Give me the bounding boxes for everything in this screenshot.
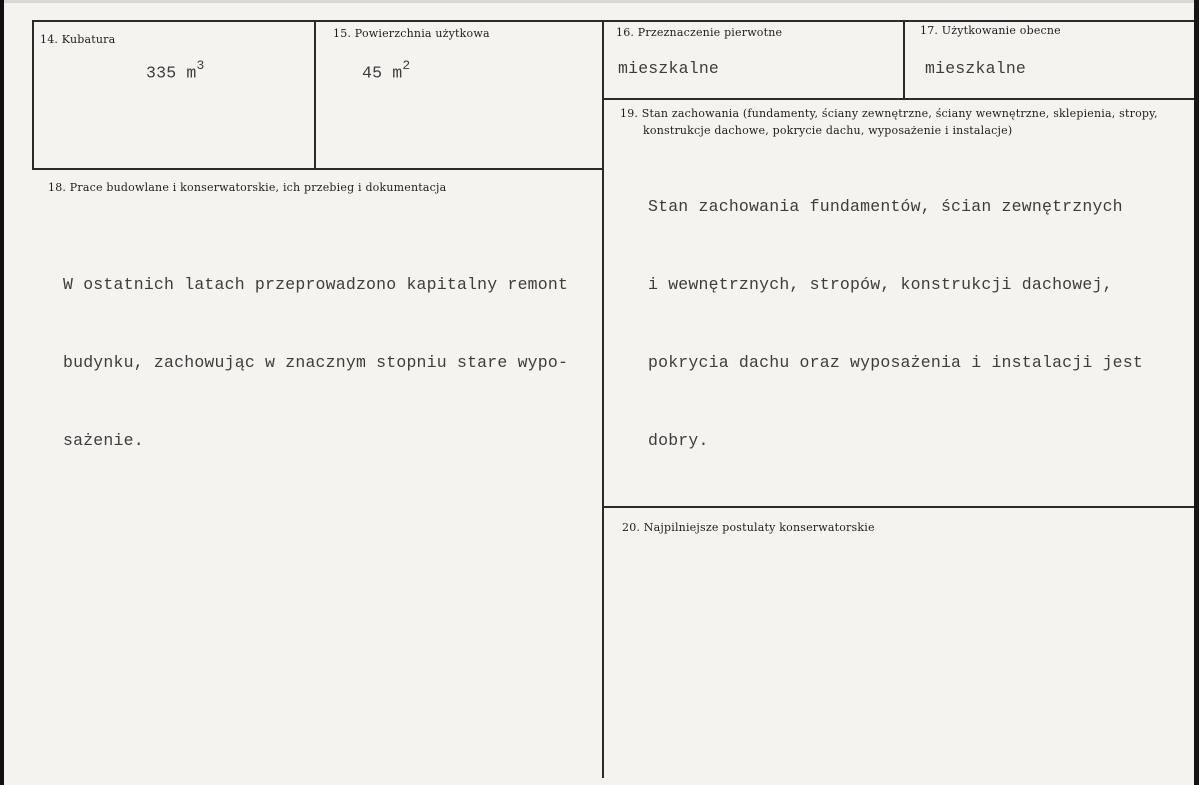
field-18-line-3: sażenie. <box>63 431 144 450</box>
field-19-line-2: i wewnętrznych, stropów, konstrukcji dachowej, <box>648 275 1113 294</box>
field-14-value <box>146 60 205 83</box>
field-15-value <box>362 60 410 83</box>
scan-edge-top <box>0 0 1199 3</box>
grid-line-top <box>32 20 1194 22</box>
grid-line-16-17 <box>903 20 905 99</box>
field-19-label-line-1: 19. Stan zachowania (fundamenty, ściany zewnętrzne, ściany wewnętrzne, sklepienia, stropy, <box>620 107 1158 120</box>
field-18-line-2: budynku, zachowując w znacznym stopniu stare wypo- <box>63 353 569 372</box>
field-15-label: 15. Powierzchnia użytkowa <box>333 27 490 40</box>
grid-line-center <box>602 20 604 778</box>
field-16-value: mieszkalne <box>618 59 720 78</box>
grid-line-left <box>32 20 34 170</box>
grid-line-14-15 <box>314 20 316 170</box>
field-16-label: 16. Przeznaczenie pierwotne <box>616 26 783 39</box>
field-15-exponent: 2 <box>402 58 411 73</box>
field-17-value: mieszkalne <box>925 59 1027 78</box>
field-19-label-line-2: konstrukcje dachowe, pokrycie dachu, wyposażenie i instalacje) <box>643 124 1013 137</box>
field-14-exponent: 3 <box>196 58 205 73</box>
field-18-text <box>63 220 568 506</box>
scan-edge-right <box>1194 0 1199 785</box>
field-19-text <box>648 142 1143 506</box>
field-14-number: 335 m <box>146 63 197 83</box>
field-19-line-1: Stan zachowania fundamentów, ścian zewnętrznych <box>648 197 1123 216</box>
grid-line-under-16-17 <box>602 98 1194 100</box>
field-17-label: 17. Użytkowanie obecne <box>920 24 1061 37</box>
field-14-label: 14. Kubatura <box>40 33 116 46</box>
field-18-label: 18. Prace budowlane i konserwatorskie, ich przebieg i dokumentacja <box>48 181 447 194</box>
field-20-label: 20. Najpilniejsze postulaty konserwatorskie <box>622 521 875 534</box>
field-15-number: 45 m <box>362 63 403 83</box>
grid-line-under-14-15 <box>32 168 604 170</box>
field-19-line-3: pokrycia dachu oraz wyposażenia i instalacji jest <box>648 353 1143 372</box>
grid-line-under-19 <box>602 506 1194 508</box>
field-18-line-1: W ostatnich latach przeprowadzono kapitalny remont <box>63 275 569 294</box>
scan-edge-left <box>0 0 4 785</box>
field-19-line-4: dobry. <box>648 431 709 450</box>
